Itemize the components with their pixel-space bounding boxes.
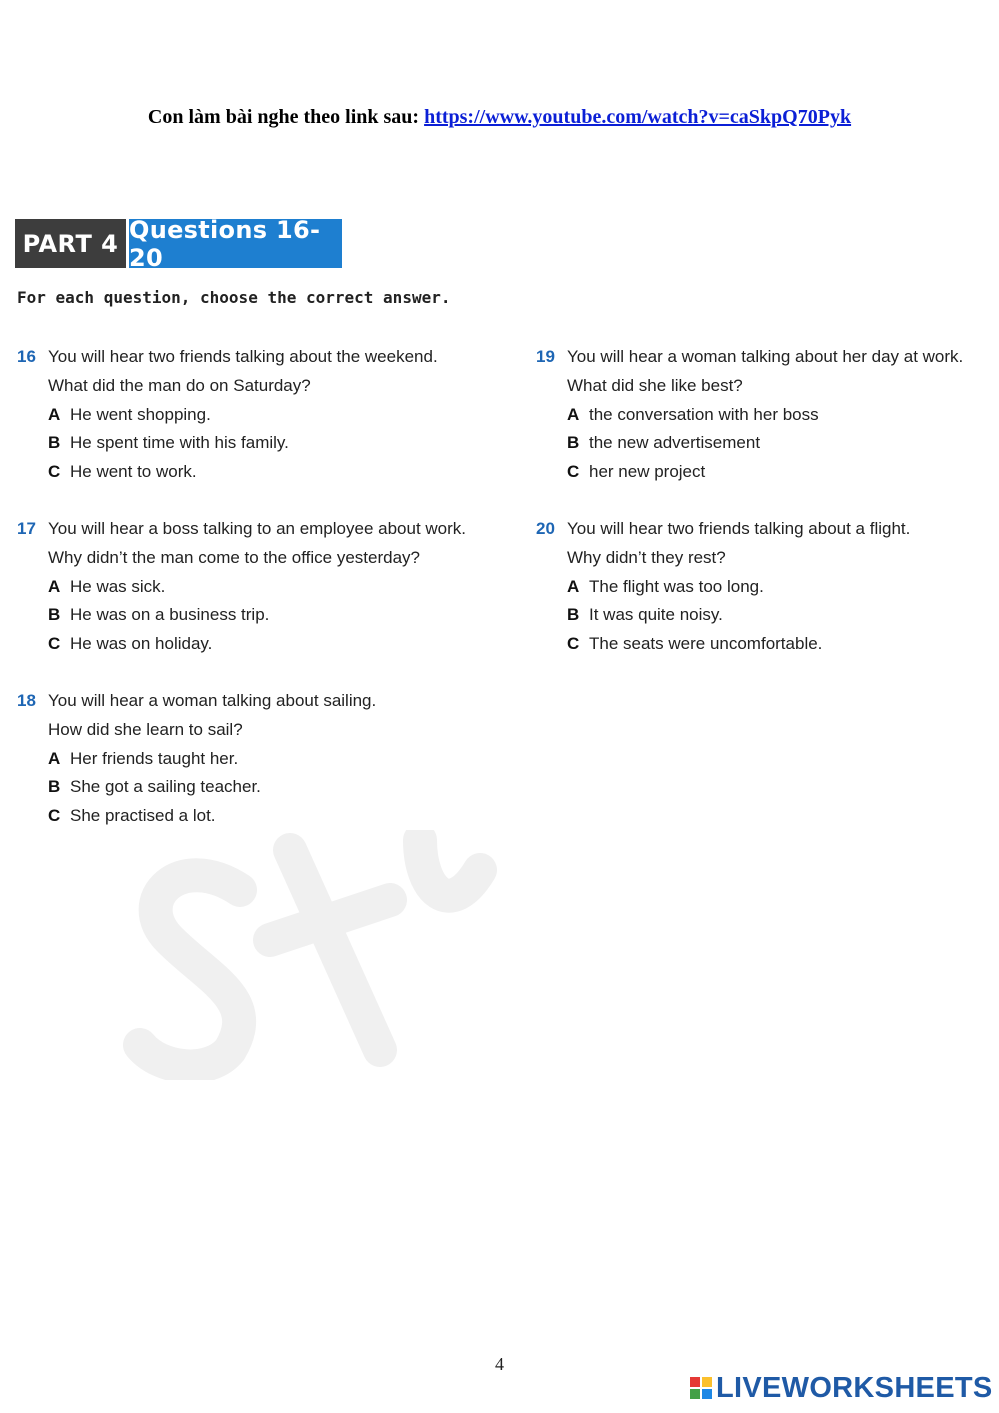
question-prompt: Why didn’t they rest? (567, 547, 726, 567)
question-16 (17, 343, 487, 487)
question-18 (17, 687, 487, 831)
option-c[interactable]: C her new project (567, 462, 706, 481)
option-b[interactable]: B She got a sailing teacher. (48, 777, 261, 797)
part-header (15, 215, 342, 272)
liveworksheets-mark-icon (690, 1377, 712, 1399)
option-a[interactable]: A Her friends taught her. (48, 748, 239, 768)
option-c[interactable]: C The seats were uncomfortable. (567, 634, 823, 653)
question-number: 18 (17, 691, 36, 710)
question-prompt: What did she like best? (567, 375, 743, 395)
instruction: For each question, choose the correct answer. (17, 288, 451, 307)
option-c[interactable]: C He was on holiday. (48, 634, 213, 653)
option-c[interactable]: C She practised a lot. (48, 806, 216, 825)
question-context: You will hear two friends talking about a flight. (567, 519, 911, 538)
question-prompt: How did she learn to sail? (48, 719, 243, 739)
question-prompt: Why didn’t the man come to the office yesterday? (48, 547, 420, 567)
question-20 (536, 515, 996, 659)
option-a[interactable]: A The flight was too long. (567, 576, 764, 596)
option-b[interactable]: B He spent time with his family. (48, 433, 289, 453)
option-a[interactable]: A He went shopping. (48, 404, 211, 424)
intro-text: Con làm bài nghe theo link sau: (147, 106, 425, 128)
liveworksheets-logo (690, 1372, 993, 1404)
question-number: 16 (17, 347, 36, 366)
intro-line (0, 106, 999, 129)
question-context: You will hear two friends talking about the weekend. (48, 347, 438, 366)
question-context: You will hear a boss talking to an employee about work. (48, 519, 467, 538)
part-label: PART 4 (15, 219, 126, 268)
option-c[interactable]: C He went to work. (48, 462, 197, 481)
option-b[interactable]: B It was quite noisy. (567, 605, 723, 625)
option-b[interactable]: B the new advertisement (567, 433, 761, 453)
option-a[interactable]: A He was sick. (48, 576, 166, 596)
brand-name: LIVEWORKSHEETS (716, 1371, 993, 1404)
watermark-logo (120, 830, 500, 1080)
option-a[interactable]: A the conversation with her boss (567, 404, 819, 424)
question-number: 19 (536, 347, 555, 366)
question-context: You will hear a woman talking about sailing. (48, 691, 377, 710)
question-17 (17, 515, 487, 659)
question-number: 20 (536, 519, 555, 538)
question-context: You will hear a woman talking about her day at work. (567, 347, 964, 366)
question-19 (536, 343, 996, 487)
youtube-link[interactable]: https://www.youtube.com/watch?v=caSkpQ70Pyk (424, 106, 852, 128)
option-b[interactable]: B He was on a business trip. (48, 605, 270, 625)
questions-title: Questions 16-20 (129, 219, 342, 268)
page-number: 4 (495, 1354, 504, 1374)
question-number: 17 (17, 519, 36, 538)
question-prompt: What did the man do on Saturday? (48, 375, 311, 395)
